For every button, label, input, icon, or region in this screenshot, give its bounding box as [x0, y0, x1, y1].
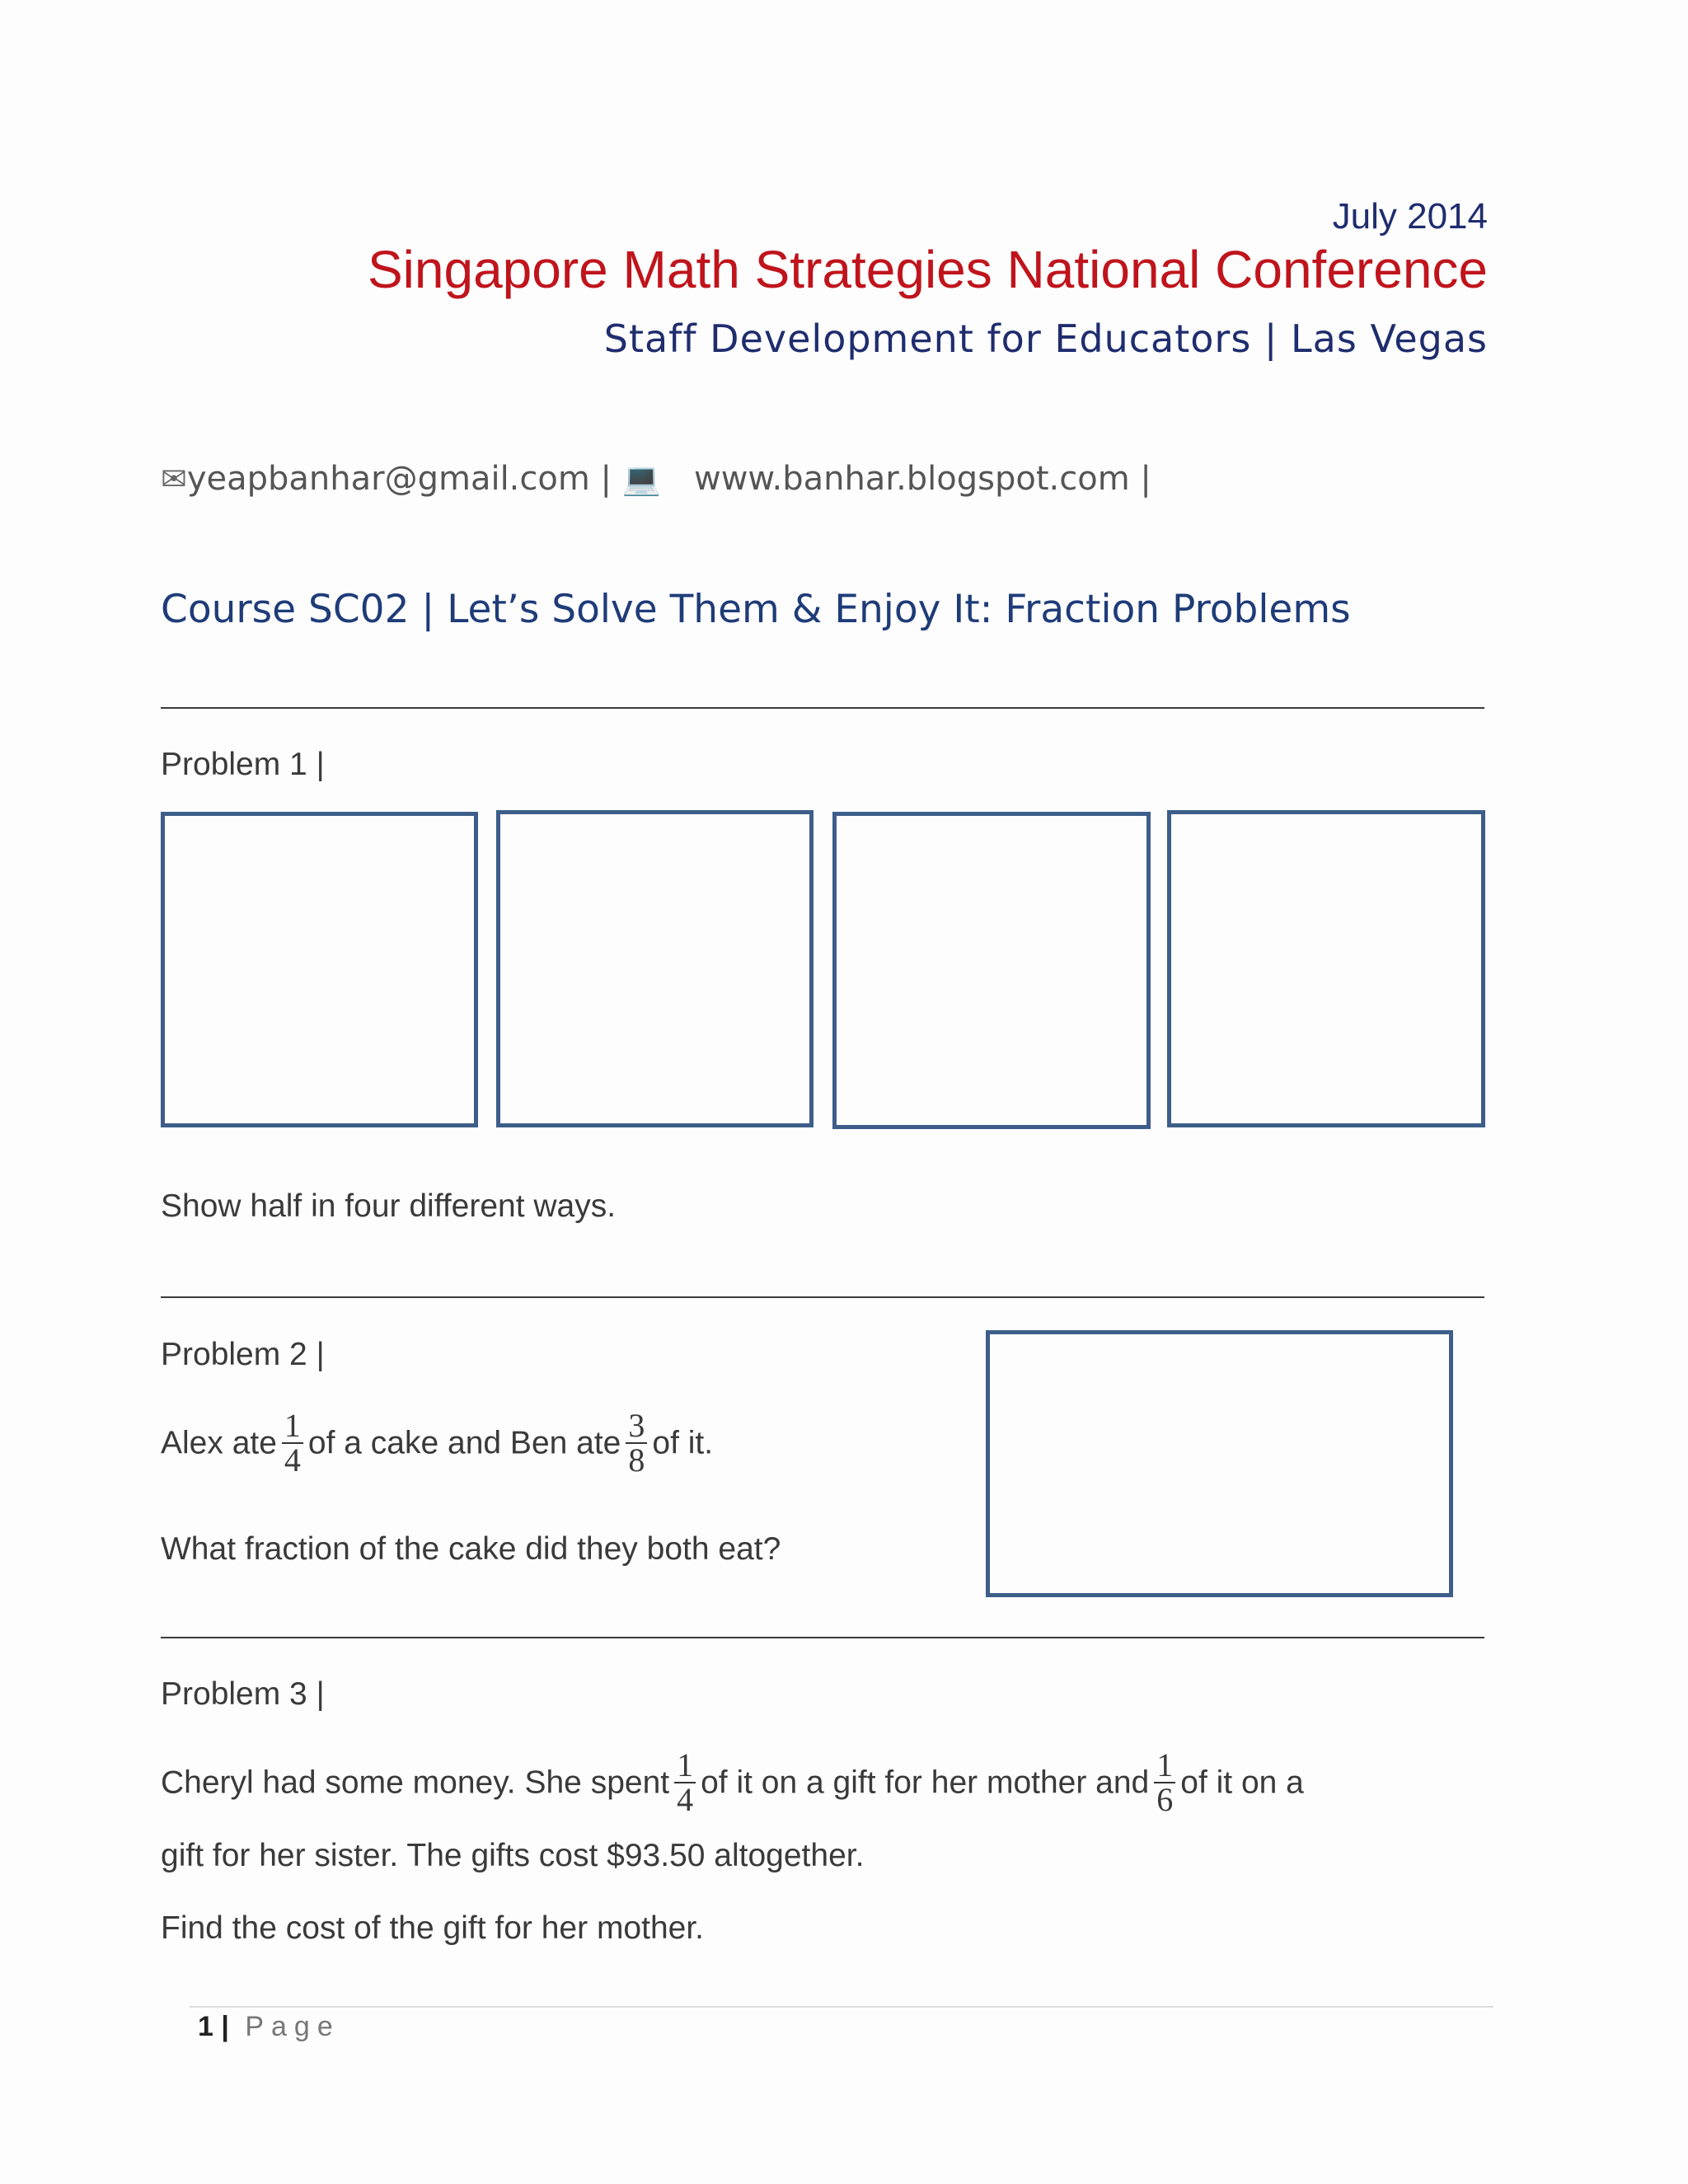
answer-box-2[interactable]: [496, 810, 814, 1127]
page-separator: |: [221, 2011, 229, 2042]
conference-subtitle: Staff Development for Educators | Las Vegas: [603, 316, 1488, 361]
fraction-numerator: 1: [282, 1409, 303, 1444]
document-date: July 2014: [1332, 196, 1488, 237]
fraction-numerator: 1: [674, 1749, 696, 1783]
problem-2-text-b: of a cake and Ben ate: [307, 1425, 621, 1461]
problem-3-text-b: of it on a gift for her mother and: [701, 1765, 1150, 1801]
problem-3-title: Problem 3 |: [161, 1676, 325, 1712]
answer-box-4[interactable]: [1167, 810, 1485, 1127]
computer-icon: 💻: [621, 461, 662, 497]
divider-1: [161, 707, 1484, 709]
email-text: yeapbanhar@gmail.com |: [186, 460, 612, 498]
fraction-numerator: 3: [626, 1409, 647, 1444]
fraction-one-sixth: [1154, 1746, 1175, 1818]
problem-2-line-1: [161, 1407, 714, 1479]
fraction-one-quarter: [282, 1409, 303, 1477]
problem-1-text: Show half in four different ways.: [161, 1188, 617, 1224]
page-footer: [198, 2011, 340, 2043]
fraction-three-eighths: [626, 1409, 647, 1477]
problem-1-title: Problem 1 |: [161, 747, 325, 782]
problem-2-text-a: Alex ate: [161, 1425, 277, 1461]
fraction-denominator: 4: [677, 1781, 694, 1818]
divider-3: [161, 1637, 1484, 1638]
email-contact: [161, 460, 661, 498]
fraction-denominator: 4: [284, 1441, 301, 1479]
fraction-one-quarter: [674, 1746, 696, 1818]
fraction-numerator: 1: [1154, 1749, 1175, 1783]
problem-3-line-3: Find the cost of the gift for her mother.: [161, 1910, 705, 1946]
answer-box-3[interactable]: [832, 812, 1151, 1129]
page-number: 1: [198, 2011, 213, 2042]
page-label: Page: [245, 2011, 340, 2042]
problem-3-text-a: Cheryl had some money. She spent: [161, 1765, 670, 1801]
website-text: www.banhar.blogspot.com |: [694, 460, 1151, 498]
website-contact: [694, 460, 1151, 498]
conference-title: Singapore Math Strategies National Conference: [367, 240, 1488, 299]
problem-2-text-c: of it.: [652, 1425, 714, 1461]
footer-divider: [190, 2006, 1493, 2008]
envelope-icon: ✉: [161, 461, 187, 497]
course-title: Course SC02 | Let’s Solve Them & Enjoy It: Fraction Problems: [161, 587, 1351, 632]
divider-2: [161, 1296, 1484, 1298]
problem-3-line-2: gift for her sister. The gifts cost $93.50 altogether.: [161, 1838, 865, 1873]
problem-3-line-1: [161, 1746, 1304, 1818]
fraction-denominator: 8: [628, 1441, 645, 1479]
fraction-denominator: 6: [1156, 1781, 1174, 1818]
answer-box-1[interactable]: [161, 812, 478, 1127]
problem-2-line-2: What fraction of the cake did they both eat?: [161, 1531, 781, 1567]
problem-3-text-c: of it on a: [1180, 1765, 1304, 1801]
problem-2-title: Problem 2 |: [161, 1337, 325, 1372]
answer-box-problem-2[interactable]: [986, 1330, 1453, 1597]
